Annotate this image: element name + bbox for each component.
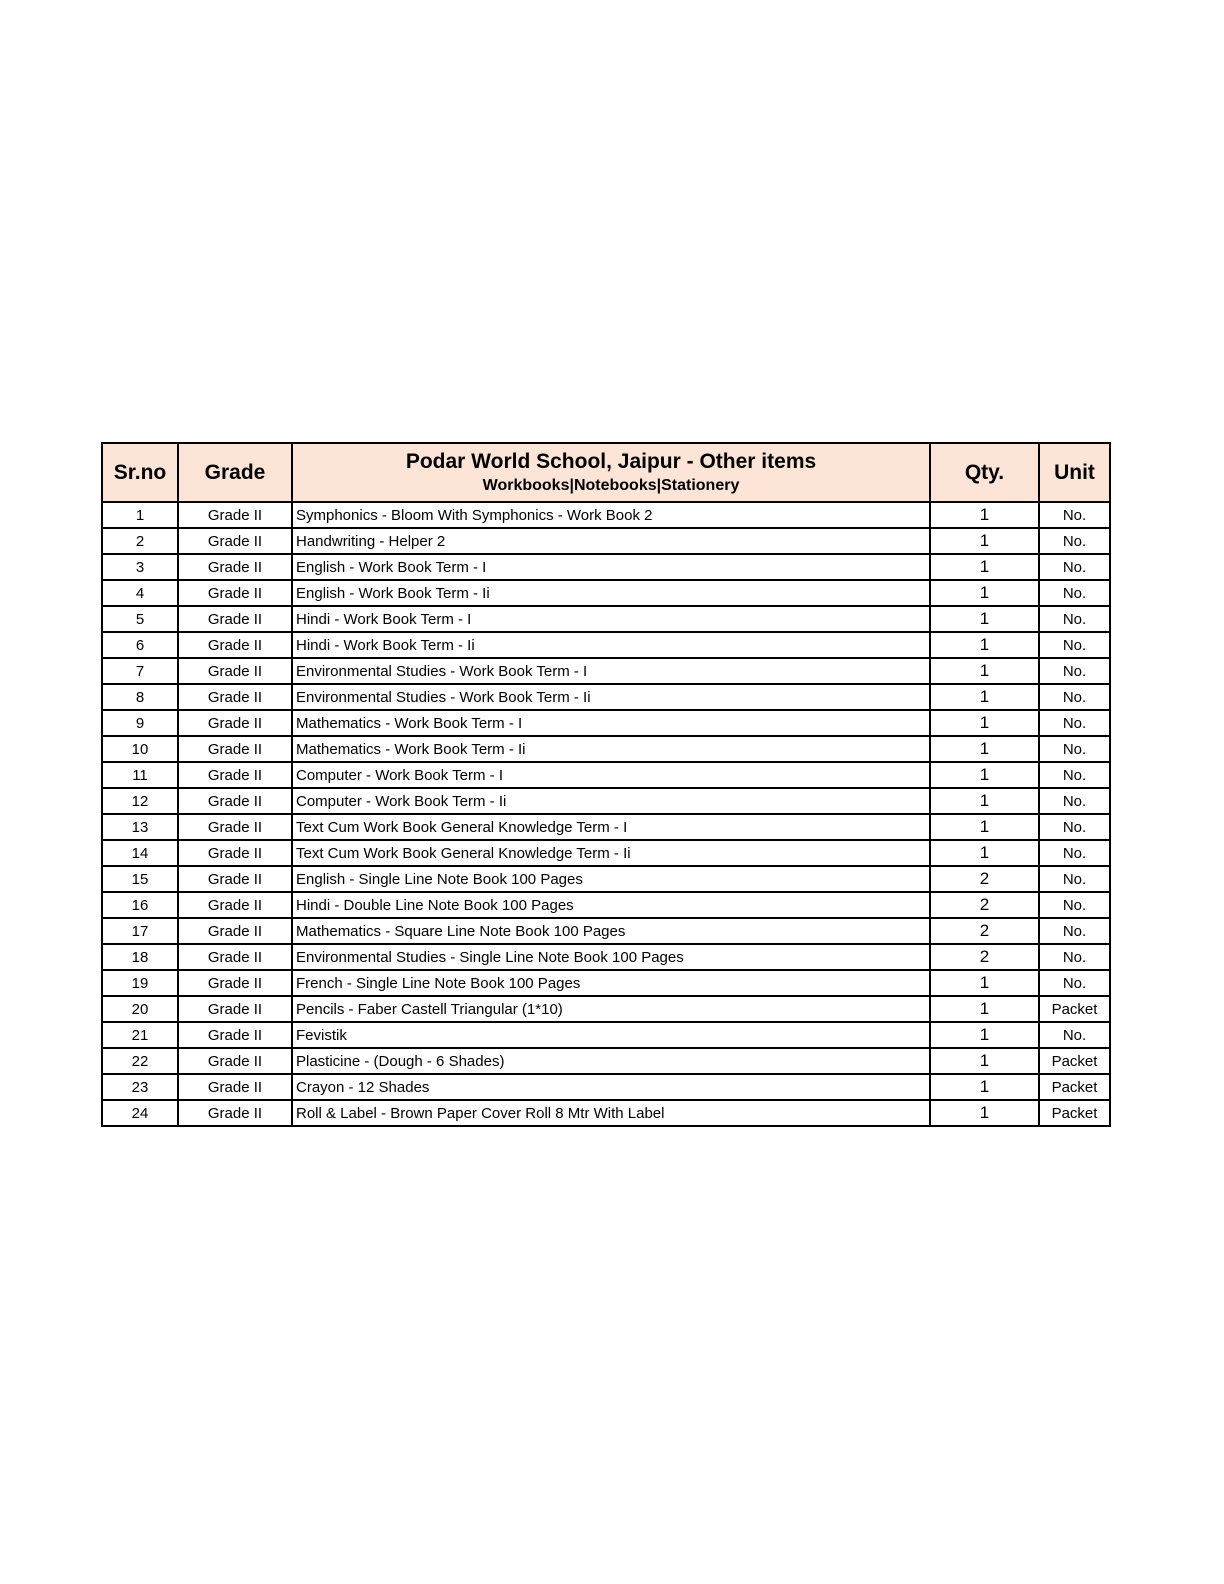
cell-item: Mathematics - Square Line Note Book 100 Pages: [292, 918, 930, 944]
cell-qty: 1: [930, 580, 1039, 606]
table-row: [102, 580, 1110, 606]
cell-srno: 11: [102, 762, 178, 788]
table-row: [102, 788, 1110, 814]
cell-unit: No.: [1039, 892, 1110, 918]
cell-item: Environmental Studies - Work Book Term - Ii: [292, 684, 930, 710]
cell-srno: 7: [102, 658, 178, 684]
cell-unit: No.: [1039, 658, 1110, 684]
cell-grade: Grade II: [178, 710, 292, 736]
cell-qty: 1: [930, 1074, 1039, 1100]
table-row: [102, 996, 1110, 1022]
cell-srno: 21: [102, 1022, 178, 1048]
cell-unit: No.: [1039, 918, 1110, 944]
cell-unit: No.: [1039, 866, 1110, 892]
cell-srno: 20: [102, 996, 178, 1022]
cell-qty: 1: [930, 996, 1039, 1022]
cell-qty: 1: [930, 1022, 1039, 1048]
cell-qty: 2: [930, 918, 1039, 944]
cell-grade: Grade II: [178, 632, 292, 658]
cell-srno: 8: [102, 684, 178, 710]
cell-item: English - Work Book Term - I: [292, 554, 930, 580]
cell-srno: 5: [102, 606, 178, 632]
table-row: [102, 1048, 1110, 1074]
cell-unit: No.: [1039, 840, 1110, 866]
cell-grade: Grade II: [178, 1048, 292, 1074]
cell-item: Text Cum Work Book General Knowledge Term - I: [292, 814, 930, 840]
cell-srno: 19: [102, 970, 178, 996]
header-row: [102, 443, 1110, 502]
cell-srno: 4: [102, 580, 178, 606]
header-unit: Unit: [1039, 443, 1110, 502]
cell-qty: 2: [930, 892, 1039, 918]
cell-unit: No.: [1039, 684, 1110, 710]
cell-grade: Grade II: [178, 502, 292, 528]
cell-unit: No.: [1039, 736, 1110, 762]
cell-grade: Grade II: [178, 866, 292, 892]
cell-qty: 1: [930, 606, 1039, 632]
cell-item: Environmental Studies - Work Book Term - I: [292, 658, 930, 684]
cell-grade: Grade II: [178, 1074, 292, 1100]
cell-qty: 1: [930, 554, 1039, 580]
cell-item: Mathematics - Work Book Term - I: [292, 710, 930, 736]
cell-srno: 6: [102, 632, 178, 658]
cell-item: Computer - Work Book Term - I: [292, 762, 930, 788]
cell-qty: 1: [930, 788, 1039, 814]
table-title: Podar World School, Jaipur - Other items: [405, 449, 817, 473]
cell-qty: 1: [930, 658, 1039, 684]
cell-unit: No.: [1039, 632, 1110, 658]
cell-item: Pencils - Faber Castell Triangular (1*10): [292, 996, 930, 1022]
cell-srno: 17: [102, 918, 178, 944]
table-row: [102, 762, 1110, 788]
table-row: [102, 1022, 1110, 1048]
cell-grade: Grade II: [178, 1100, 292, 1126]
cell-unit: No.: [1039, 944, 1110, 970]
table-row: [102, 502, 1110, 528]
table-row: [102, 632, 1110, 658]
cell-qty: 1: [930, 1048, 1039, 1074]
cell-unit: No.: [1039, 814, 1110, 840]
cell-qty: 1: [930, 632, 1039, 658]
cell-srno: 23: [102, 1074, 178, 1100]
cell-grade: Grade II: [178, 762, 292, 788]
cell-unit: Packet: [1039, 1048, 1110, 1074]
table-row: [102, 528, 1110, 554]
cell-srno: 12: [102, 788, 178, 814]
cell-item: Hindi - Work Book Term - Ii: [292, 632, 930, 658]
header-srno: Sr.no: [102, 443, 178, 502]
cell-qty: 1: [930, 710, 1039, 736]
header-qty: Qty.: [930, 443, 1039, 502]
cell-item: Computer - Work Book Term - Ii: [292, 788, 930, 814]
cell-unit: No.: [1039, 580, 1110, 606]
header-title-cell: [292, 443, 930, 502]
cell-qty: 1: [930, 502, 1039, 528]
table-row: [102, 814, 1110, 840]
cell-item: Mathematics - Work Book Term - Ii: [292, 736, 930, 762]
cell-qty: 1: [930, 840, 1039, 866]
cell-srno: 18: [102, 944, 178, 970]
header-grade: Grade: [178, 443, 292, 502]
cell-item: Text Cum Work Book General Knowledge Term - Ii: [292, 840, 930, 866]
cell-grade: Grade II: [178, 736, 292, 762]
cell-qty: 1: [930, 970, 1039, 996]
cell-srno: 14: [102, 840, 178, 866]
items-sheet: [101, 442, 1109, 1127]
cell-grade: Grade II: [178, 1022, 292, 1048]
cell-grade: Grade II: [178, 580, 292, 606]
table-row: [102, 736, 1110, 762]
cell-grade: Grade II: [178, 944, 292, 970]
cell-unit: No.: [1039, 710, 1110, 736]
cell-grade: Grade II: [178, 970, 292, 996]
table-row: [102, 892, 1110, 918]
cell-qty: 1: [930, 814, 1039, 840]
cell-srno: 3: [102, 554, 178, 580]
cell-item: Hindi - Work Book Term - I: [292, 606, 930, 632]
table-row: [102, 554, 1110, 580]
items-table: [101, 442, 1111, 1127]
table-row: [102, 658, 1110, 684]
cell-qty: 2: [930, 866, 1039, 892]
table-row: [102, 840, 1110, 866]
cell-srno: 9: [102, 710, 178, 736]
cell-qty: 1: [930, 684, 1039, 710]
cell-srno: 13: [102, 814, 178, 840]
table-row: [102, 710, 1110, 736]
cell-srno: 22: [102, 1048, 178, 1074]
cell-grade: Grade II: [178, 918, 292, 944]
cell-qty: 1: [930, 736, 1039, 762]
table-row: [102, 684, 1110, 710]
cell-qty: 2: [930, 944, 1039, 970]
cell-item: Fevistik: [292, 1022, 930, 1048]
cell-unit: No.: [1039, 1022, 1110, 1048]
cell-item: Plasticine - (Dough - 6 Shades): [292, 1048, 930, 1074]
table-body: [102, 502, 1110, 1126]
cell-grade: Grade II: [178, 996, 292, 1022]
cell-grade: Grade II: [178, 684, 292, 710]
cell-unit: No.: [1039, 788, 1110, 814]
table-row: [102, 970, 1110, 996]
table-row: [102, 1100, 1110, 1126]
table-header: [102, 443, 1110, 502]
cell-grade: Grade II: [178, 554, 292, 580]
cell-unit: No.: [1039, 606, 1110, 632]
cell-grade: Grade II: [178, 606, 292, 632]
table-row: [102, 606, 1110, 632]
cell-grade: Grade II: [178, 814, 292, 840]
cell-unit: No.: [1039, 970, 1110, 996]
table-row: [102, 866, 1110, 892]
cell-srno: 24: [102, 1100, 178, 1126]
cell-srno: 10: [102, 736, 178, 762]
cell-item: Handwriting - Helper 2: [292, 528, 930, 554]
cell-item: Roll & Label - Brown Paper Cover Roll 8 Mtr With Label: [292, 1100, 930, 1126]
cell-item: Environmental Studies - Single Line Note Book 100 Pages: [292, 944, 930, 970]
table-row: [102, 944, 1110, 970]
cell-grade: Grade II: [178, 840, 292, 866]
cell-grade: Grade II: [178, 892, 292, 918]
cell-item: Symphonics - Bloom With Symphonics - Work Book 2: [292, 502, 930, 528]
cell-qty: 1: [930, 528, 1039, 554]
cell-item: Hindi - Double Line Note Book 100 Pages: [292, 892, 930, 918]
cell-grade: Grade II: [178, 528, 292, 554]
cell-unit: No.: [1039, 528, 1110, 554]
cell-grade: Grade II: [178, 658, 292, 684]
cell-srno: 1: [102, 502, 178, 528]
cell-qty: 1: [930, 1100, 1039, 1126]
cell-srno: 15: [102, 866, 178, 892]
cell-qty: 1: [930, 762, 1039, 788]
cell-item: Crayon - 12 Shades: [292, 1074, 930, 1100]
cell-item: English - Work Book Term - Ii: [292, 580, 930, 606]
cell-item: French - Single Line Note Book 100 Pages: [292, 970, 930, 996]
cell-srno: 2: [102, 528, 178, 554]
cell-unit: No.: [1039, 762, 1110, 788]
cell-unit: Packet: [1039, 1074, 1110, 1100]
cell-grade: Grade II: [178, 788, 292, 814]
cell-item: English - Single Line Note Book 100 Pages: [292, 866, 930, 892]
cell-unit: No.: [1039, 502, 1110, 528]
cell-unit: No.: [1039, 554, 1110, 580]
table-row: [102, 1074, 1110, 1100]
cell-srno: 16: [102, 892, 178, 918]
table-row: [102, 918, 1110, 944]
cell-unit: Packet: [1039, 996, 1110, 1022]
table-subtitle: Workbooks|Notebooks|Stationery: [482, 476, 740, 494]
cell-unit: Packet: [1039, 1100, 1110, 1126]
